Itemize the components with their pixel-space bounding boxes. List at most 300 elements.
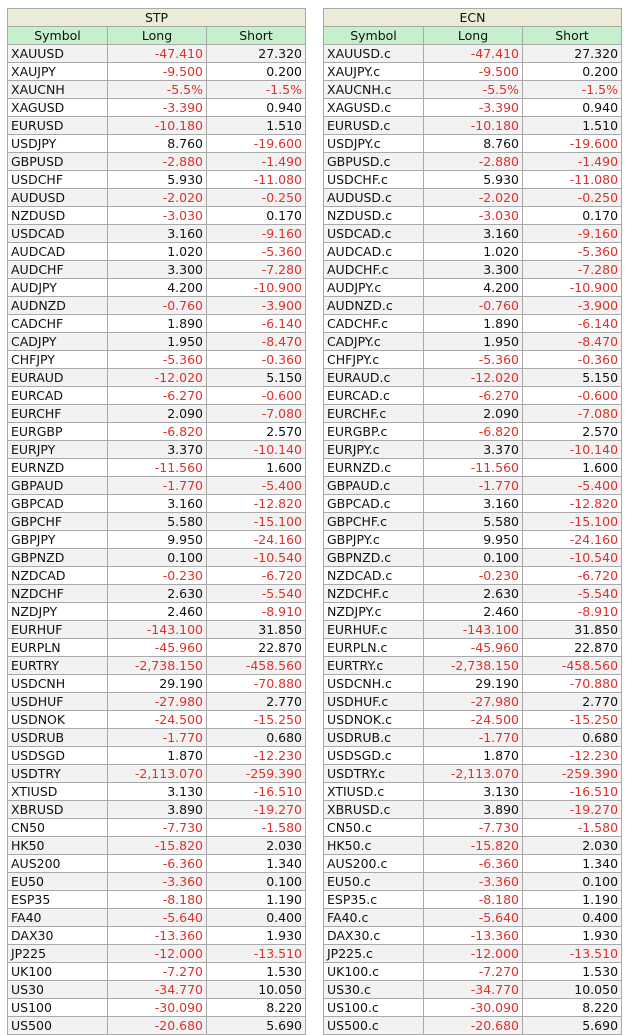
cell-symbol: GBPAUD [8, 477, 108, 495]
cell-symbol: US100 [8, 999, 108, 1017]
cell-symbol: USDSGD.c [324, 747, 424, 765]
cell-short: 22.870 [207, 639, 306, 657]
cell-long: 3.370 [424, 441, 523, 459]
cell-short: 1.510 [207, 117, 306, 135]
cell-long: -24.500 [424, 711, 523, 729]
table-row [324, 819, 622, 837]
table-row [8, 639, 306, 657]
table-row [324, 891, 622, 909]
table-row [8, 423, 306, 441]
table-row [324, 855, 622, 873]
table-row [8, 711, 306, 729]
cell-long: -2.880 [424, 153, 523, 171]
cell-long: -12.020 [424, 369, 523, 387]
cell-symbol: USDJPY [8, 135, 108, 153]
cell-symbol: NZDJPY [8, 603, 108, 621]
cell-symbol: GBPCHF.c [324, 513, 424, 531]
cell-short: -6.720 [523, 567, 622, 585]
stp-table [7, 8, 306, 1035]
column-header-short: Short [523, 27, 622, 45]
cell-symbol: GBPUSD.c [324, 153, 424, 171]
cell-long: 1.890 [424, 315, 523, 333]
cell-long: 3.890 [424, 801, 523, 819]
cell-symbol: EURHUF [8, 621, 108, 639]
cell-short: -10.900 [207, 279, 306, 297]
cell-long: -5.360 [424, 351, 523, 369]
table-row [8, 1017, 306, 1035]
cell-long: -27.980 [424, 693, 523, 711]
cell-long: -9.500 [108, 63, 207, 81]
cell-long: 5.580 [424, 513, 523, 531]
cell-short: 5.690 [523, 1017, 622, 1035]
table-row [324, 117, 622, 135]
table-row [324, 243, 622, 261]
table-row [324, 711, 622, 729]
cell-symbol: GBPJPY.c [324, 531, 424, 549]
cell-short: -8.910 [207, 603, 306, 621]
cell-symbol: EURHUF.c [324, 621, 424, 639]
cell-short: 0.400 [523, 909, 622, 927]
cell-symbol: XAUJPY [8, 63, 108, 81]
table-row [324, 297, 622, 315]
cell-symbol: CADJPY [8, 333, 108, 351]
cell-symbol: AUS200.c [324, 855, 424, 873]
table-row [8, 135, 306, 153]
cell-symbol: FA40.c [324, 909, 424, 927]
cell-short: 2.770 [207, 693, 306, 711]
cell-symbol: HK50 [8, 837, 108, 855]
table-row [8, 603, 306, 621]
cell-long: 29.190 [108, 675, 207, 693]
cell-short: -11.080 [207, 171, 306, 189]
table-row [324, 837, 622, 855]
cell-symbol: NZDUSD [8, 207, 108, 225]
cell-symbol: EU50 [8, 873, 108, 891]
cell-short: 10.050 [207, 981, 306, 999]
table-row [324, 459, 622, 477]
cell-short: 0.680 [523, 729, 622, 747]
cell-long: -3.030 [424, 207, 523, 225]
table-row [324, 135, 622, 153]
cell-long: 9.950 [424, 531, 523, 549]
cell-symbol: XBRUSD.c [324, 801, 424, 819]
cell-short: 22.870 [523, 639, 622, 657]
cell-symbol: AUDCAD.c [324, 243, 424, 261]
cell-symbol: NZDCHF [8, 585, 108, 603]
table-row [324, 693, 622, 711]
cell-symbol: DAX30.c [324, 927, 424, 945]
cell-symbol: CADCHF [8, 315, 108, 333]
table-row [324, 225, 622, 243]
cell-long: -2,113.070 [108, 765, 207, 783]
table-row [8, 117, 306, 135]
table-row [8, 531, 306, 549]
cell-long: -1.770 [108, 729, 207, 747]
cell-long: -20.680 [424, 1017, 523, 1035]
cell-symbol: GBPCAD.c [324, 495, 424, 513]
table-row [8, 261, 306, 279]
cell-long: -30.090 [424, 999, 523, 1017]
cell-short: -13.510 [523, 945, 622, 963]
cell-short: -7.080 [207, 405, 306, 423]
cell-long: 3.160 [424, 495, 523, 513]
table-row [8, 171, 306, 189]
cell-symbol: FA40 [8, 909, 108, 927]
table-body [8, 45, 306, 1035]
cell-symbol: USDSGD [8, 747, 108, 765]
cell-short: 27.320 [523, 45, 622, 63]
cell-long: 1.890 [108, 315, 207, 333]
cell-long: -2,738.150 [108, 657, 207, 675]
column-header-symbol: Symbol [8, 27, 108, 45]
cell-short: -1.580 [207, 819, 306, 837]
cell-symbol: CN50 [8, 819, 108, 837]
cell-short: 2.030 [523, 837, 622, 855]
cell-short: -1.490 [207, 153, 306, 171]
cell-long: 3.300 [424, 261, 523, 279]
table-row [8, 279, 306, 297]
cell-symbol: CADJPY.c [324, 333, 424, 351]
table-row [8, 225, 306, 243]
table-row [8, 495, 306, 513]
table-row [8, 243, 306, 261]
cell-symbol: JP225 [8, 945, 108, 963]
table-row [324, 513, 622, 531]
cell-symbol: EURCHF.c [324, 405, 424, 423]
cell-long: -45.960 [424, 639, 523, 657]
cell-symbol: USDCNH [8, 675, 108, 693]
table-row [324, 657, 622, 675]
cell-symbol: USDNOK.c [324, 711, 424, 729]
cell-long: 3.160 [424, 225, 523, 243]
cell-long: -7.270 [108, 963, 207, 981]
column-header-long: Long [108, 27, 207, 45]
cell-short: -10.540 [207, 549, 306, 567]
cell-long: -2.020 [424, 189, 523, 207]
cell-long: 3.160 [108, 495, 207, 513]
cell-long: 2.090 [108, 405, 207, 423]
cell-long: 3.370 [108, 441, 207, 459]
cell-long: 9.950 [108, 531, 207, 549]
cell-short: 2.570 [523, 423, 622, 441]
cell-symbol: EURUSD.c [324, 117, 424, 135]
cell-symbol: AUDJPY.c [324, 279, 424, 297]
cell-symbol: ESP35 [8, 891, 108, 909]
table-row [324, 207, 622, 225]
cell-symbol: USDCHF.c [324, 171, 424, 189]
cell-long: -5.5% [108, 81, 207, 99]
cell-short: 1.530 [207, 963, 306, 981]
cell-symbol: AUDUSD.c [324, 189, 424, 207]
cell-symbol: AUDNZD.c [324, 297, 424, 315]
cell-long: 1.870 [424, 747, 523, 765]
cell-short: 10.050 [523, 981, 622, 999]
cell-short: -5.360 [523, 243, 622, 261]
cell-long: -3.390 [424, 99, 523, 117]
cell-long: -20.680 [108, 1017, 207, 1035]
cell-short: -5.360 [207, 243, 306, 261]
table-row [324, 927, 622, 945]
cell-long: -24.500 [108, 711, 207, 729]
cell-symbol: AUDCHF [8, 261, 108, 279]
cell-long: 29.190 [424, 675, 523, 693]
table-row [324, 1017, 622, 1035]
cell-short: -259.390 [207, 765, 306, 783]
cell-long: -45.960 [108, 639, 207, 657]
table-row [324, 99, 622, 117]
cell-symbol: EURCAD [8, 387, 108, 405]
ecn-table [323, 8, 622, 1035]
cell-symbol: UK100 [8, 963, 108, 981]
cell-short: 0.170 [207, 207, 306, 225]
cell-symbol: XBRUSD [8, 801, 108, 819]
cell-symbol: ESP35.c [324, 891, 424, 909]
cell-short: -19.600 [207, 135, 306, 153]
table-row [324, 801, 622, 819]
cell-long: -11.560 [108, 459, 207, 477]
cell-long: -3.360 [424, 873, 523, 891]
cell-symbol: CHFJPY.c [324, 351, 424, 369]
table-row [324, 873, 622, 891]
table-row [8, 999, 306, 1017]
cell-symbol: EURTRY [8, 657, 108, 675]
cell-long: -34.770 [108, 981, 207, 999]
cell-long: -5.360 [108, 351, 207, 369]
table-row [8, 945, 306, 963]
table-row [324, 81, 622, 99]
table-row [8, 585, 306, 603]
table-row [8, 387, 306, 405]
table-row [324, 405, 622, 423]
table-row [8, 981, 306, 999]
table-row [324, 189, 622, 207]
table-row [324, 63, 622, 81]
cell-short: -0.360 [523, 351, 622, 369]
cell-long: 1.020 [108, 243, 207, 261]
cell-short: -7.280 [207, 261, 306, 279]
cell-long: -1.770 [424, 477, 523, 495]
cell-long: -10.180 [108, 117, 207, 135]
cell-long: -30.090 [108, 999, 207, 1017]
cell-short: -10.140 [523, 441, 622, 459]
table-row [8, 315, 306, 333]
cell-symbol: NZDCAD [8, 567, 108, 585]
cell-symbol: AUDCAD [8, 243, 108, 261]
table-row [8, 513, 306, 531]
table-row [324, 549, 622, 567]
cell-short: -19.600 [523, 135, 622, 153]
cell-long: -5.640 [108, 909, 207, 927]
cell-short: -10.140 [207, 441, 306, 459]
cell-long: -6.270 [424, 387, 523, 405]
cell-symbol: UK100.c [324, 963, 424, 981]
cell-long: -1.770 [108, 477, 207, 495]
cell-short: 27.320 [207, 45, 306, 63]
cell-short: -9.160 [207, 225, 306, 243]
cell-long: 8.760 [108, 135, 207, 153]
cell-short: -7.080 [523, 405, 622, 423]
cell-symbol: EURPLN [8, 639, 108, 657]
cell-symbol: NZDJPY.c [324, 603, 424, 621]
cell-long: -3.360 [108, 873, 207, 891]
cell-short: 0.400 [207, 909, 306, 927]
table-row [8, 675, 306, 693]
cell-long: -6.360 [108, 855, 207, 873]
cell-symbol: GBPJPY [8, 531, 108, 549]
cell-short: 5.150 [207, 369, 306, 387]
table-row [324, 981, 622, 999]
cell-symbol: EURNZD [8, 459, 108, 477]
cell-symbol: US30 [8, 981, 108, 999]
cell-long: 2.630 [108, 585, 207, 603]
cell-symbol: JP225.c [324, 945, 424, 963]
cell-short: 0.940 [523, 99, 622, 117]
table-row [8, 567, 306, 585]
cell-symbol: US30.c [324, 981, 424, 999]
cell-short: -15.250 [207, 711, 306, 729]
cell-short: -16.510 [523, 783, 622, 801]
cell-long: 3.160 [108, 225, 207, 243]
cell-long: -2,113.070 [424, 765, 523, 783]
cell-symbol: USDCHF [8, 171, 108, 189]
cell-short: -0.600 [523, 387, 622, 405]
cell-symbol: USDRUB.c [324, 729, 424, 747]
table-row [8, 333, 306, 351]
cell-symbol: NZDCHF.c [324, 585, 424, 603]
cell-short: -12.820 [207, 495, 306, 513]
cell-symbol: NZDCAD.c [324, 567, 424, 585]
table-row [8, 855, 306, 873]
cell-long: -2.020 [108, 189, 207, 207]
cell-long: 1.020 [424, 243, 523, 261]
cell-long: 1.950 [108, 333, 207, 351]
cell-short: -1.580 [523, 819, 622, 837]
table-row [324, 783, 622, 801]
table-row [8, 729, 306, 747]
table-row [8, 207, 306, 225]
cell-long: 1.870 [108, 747, 207, 765]
table-row [324, 369, 622, 387]
cell-long: -13.360 [108, 927, 207, 945]
table-row [324, 171, 622, 189]
cell-short: 1.600 [523, 459, 622, 477]
cell-short: -19.270 [207, 801, 306, 819]
cell-symbol: CHFJPY [8, 351, 108, 369]
cell-symbol: EURPLN.c [324, 639, 424, 657]
cell-short: -8.470 [523, 333, 622, 351]
table-row [324, 45, 622, 63]
cell-short: 0.680 [207, 729, 306, 747]
table-row [324, 603, 622, 621]
cell-long: 8.760 [424, 135, 523, 153]
cell-short: -1.5% [207, 81, 306, 99]
column-header-symbol: Symbol [324, 27, 424, 45]
cell-long: 0.100 [424, 549, 523, 567]
cell-long: -143.100 [108, 621, 207, 639]
cell-short: -12.820 [523, 495, 622, 513]
cell-short: -458.560 [523, 657, 622, 675]
table-title: ECN [324, 9, 622, 27]
table-row [8, 621, 306, 639]
cell-short: -6.140 [523, 315, 622, 333]
cell-short: 2.030 [207, 837, 306, 855]
cell-short: 8.220 [207, 999, 306, 1017]
table-row [324, 495, 622, 513]
table-row [8, 837, 306, 855]
cell-symbol: GBPNZD [8, 549, 108, 567]
cell-short: -9.160 [523, 225, 622, 243]
table-row [324, 747, 622, 765]
cell-long: 3.890 [108, 801, 207, 819]
table-row [8, 99, 306, 117]
cell-long: -0.230 [108, 567, 207, 585]
cell-symbol: XTIUSD [8, 783, 108, 801]
cell-symbol: XAGUSD [8, 99, 108, 117]
cell-short: 0.100 [207, 873, 306, 891]
cell-short: -24.160 [523, 531, 622, 549]
cell-short: -5.400 [207, 477, 306, 495]
cell-long: 5.930 [424, 171, 523, 189]
cell-long: 2.630 [424, 585, 523, 603]
cell-short: -3.900 [207, 297, 306, 315]
cell-short: -8.910 [523, 603, 622, 621]
cell-long: -3.030 [108, 207, 207, 225]
table-row [8, 891, 306, 909]
cell-long: 3.300 [108, 261, 207, 279]
table-row [8, 783, 306, 801]
cell-symbol: EURGBP.c [324, 423, 424, 441]
cell-short: -5.400 [523, 477, 622, 495]
cell-short: -6.140 [207, 315, 306, 333]
cell-short: -0.250 [523, 189, 622, 207]
table-row [324, 963, 622, 981]
cell-long: -6.360 [424, 855, 523, 873]
cell-symbol: DAX30 [8, 927, 108, 945]
cell-long: -0.760 [108, 297, 207, 315]
cell-short: 1.530 [523, 963, 622, 981]
cell-short: -0.250 [207, 189, 306, 207]
column-header-short: Short [207, 27, 306, 45]
cell-long: -0.760 [424, 297, 523, 315]
table-row [8, 963, 306, 981]
cell-long: -47.410 [108, 45, 207, 63]
cell-symbol: XAUJPY.c [324, 63, 424, 81]
cell-long: 5.930 [108, 171, 207, 189]
table-row [8, 351, 306, 369]
cell-short: 1.930 [523, 927, 622, 945]
table-row [324, 333, 622, 351]
cell-long: -11.560 [424, 459, 523, 477]
table-row [324, 261, 622, 279]
cell-symbol: XAGUSD.c [324, 99, 424, 117]
cell-symbol: XTIUSD.c [324, 783, 424, 801]
cell-symbol: USDHUF.c [324, 693, 424, 711]
cell-long: -13.360 [424, 927, 523, 945]
cell-long: -5.5% [424, 81, 523, 99]
table-row [8, 405, 306, 423]
cell-symbol: EURTRY.c [324, 657, 424, 675]
cell-short: -70.880 [207, 675, 306, 693]
table-row [324, 675, 622, 693]
cell-symbol: USDCNH.c [324, 675, 424, 693]
cell-long: -10.180 [424, 117, 523, 135]
cell-symbol: USDRUB [8, 729, 108, 747]
table-row [324, 765, 622, 783]
cell-long: 2.460 [424, 603, 523, 621]
cell-symbol: USDJPY.c [324, 135, 424, 153]
cell-long: 5.580 [108, 513, 207, 531]
table-row [8, 549, 306, 567]
